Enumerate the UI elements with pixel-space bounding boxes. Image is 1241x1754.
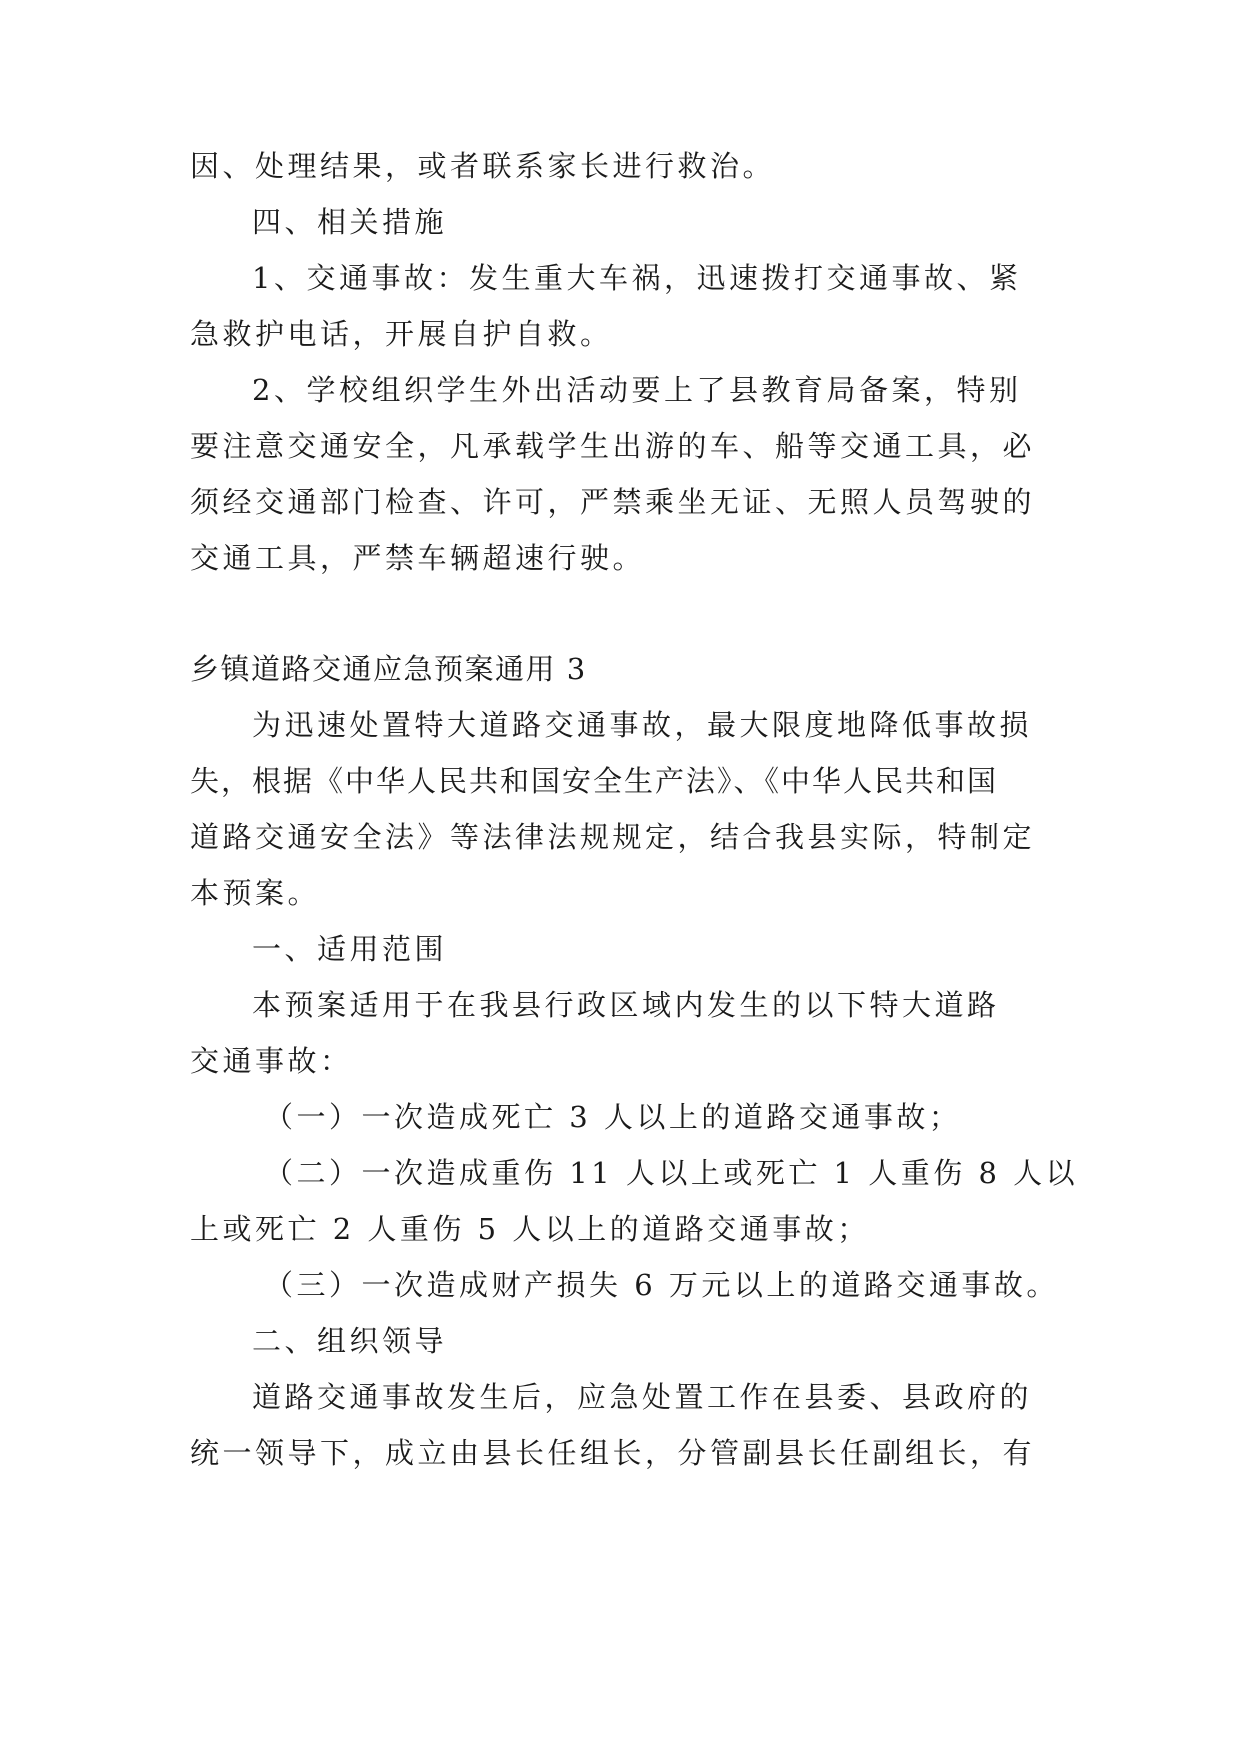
paragraph-line: 道路交通事故发生后，应急处置工作在县委、县政府的 bbox=[252, 1380, 1033, 1414]
list-item: （二）一次造成重伤 11 人以上或死亡 1 人重伤 8 人以 bbox=[264, 1156, 1079, 1190]
paragraph-line: 交通工具，严禁车辆超速行驶。 bbox=[190, 541, 646, 575]
document-title: 乡镇道路交通应急预案通用 3 bbox=[190, 652, 587, 686]
paragraph-line: 道路交通安全法》等法律法规规定，结合我县实际，特制定 bbox=[190, 820, 1036, 854]
paragraph-line: 为迅速处置特大道路交通事故，最大限度地降低事故损 bbox=[252, 708, 1033, 742]
paragraph-line: 交通事故： bbox=[190, 1044, 353, 1078]
paragraph-line: 须经交通部门检查、许可，严禁乘坐无证、无照人员驾驶的 bbox=[190, 485, 1036, 519]
list-item: （一）一次造成死亡 3 人以上的道路交通事故； bbox=[264, 1100, 962, 1134]
paragraph-line: 因、处理结果，或者联系家长进行救治。 bbox=[190, 149, 776, 183]
list-item-continuation: 上或死亡 2 人重伤 5 人以上的道路交通事故； bbox=[190, 1212, 870, 1246]
paragraph-line: 2、学校组织学生外出活动要上了县教育局备案，特别 bbox=[252, 373, 1022, 407]
paragraph-line: 急救护电话，开展自护自救。 bbox=[190, 317, 613, 351]
paragraph-line: 本预案。 bbox=[190, 876, 321, 910]
paragraph-line: 要注意交通安全，凡承载学生出游的车、船等交通工具，必 bbox=[190, 429, 1036, 463]
paragraph-line: 统一领导下，成立由县长任组长，分管副县长任副组长，有 bbox=[190, 1436, 1036, 1470]
list-item: （三）一次造成财产损失 6 万元以上的道路交通事故。 bbox=[264, 1268, 1059, 1302]
paragraph-line: 本预案适用于在我县行政区域内发生的以下特大道路 bbox=[252, 988, 1000, 1022]
paragraph-line: 1、交通事故：发生重大车祸，迅速拨打交通事故、紧 bbox=[252, 261, 1022, 295]
paragraph-line: 失，根据《中华人民共和国安全生产法》、《中华人民共和国 bbox=[190, 764, 999, 798]
section-heading: 一、适用范围 bbox=[252, 932, 448, 966]
section-heading: 二、组织领导 bbox=[252, 1324, 448, 1358]
section-heading: 四、相关措施 bbox=[252, 205, 448, 239]
